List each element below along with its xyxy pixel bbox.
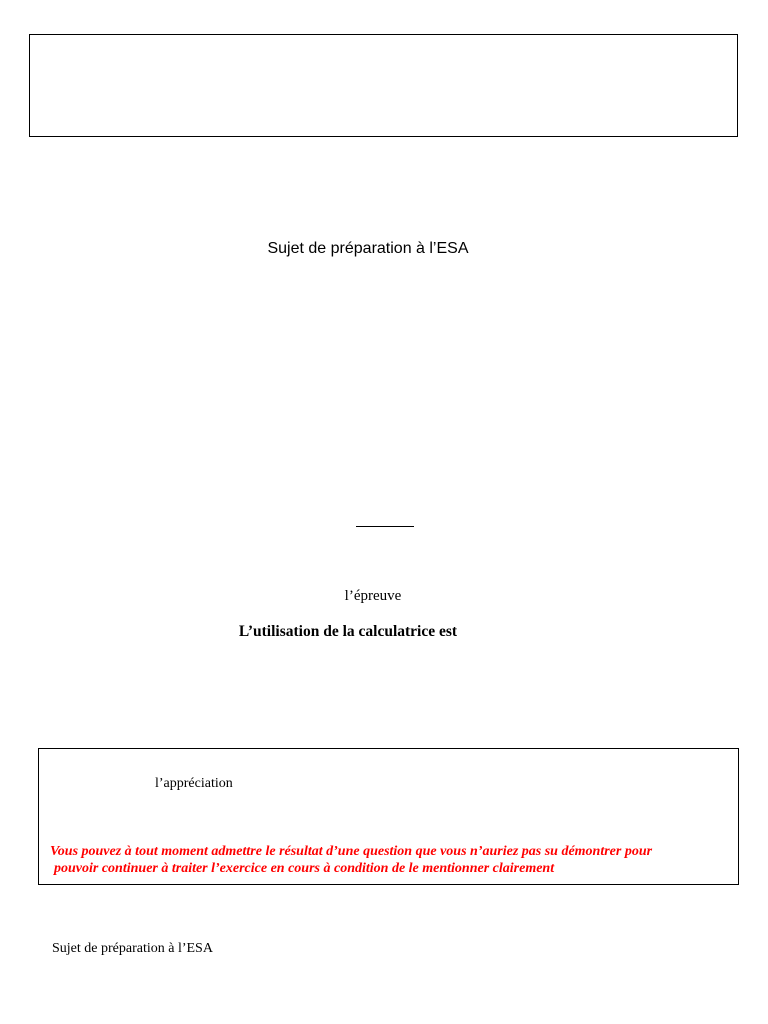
notice-line-1: Vous pouvez à tout moment admettre le résultat d’une question que vous n’auriez pas su démontrer pour	[50, 844, 653, 859]
calculator-usage-line: L’utilisation de la calculatrice est	[238, 623, 458, 640]
document-title: Sujet de préparation à l’ESA	[267, 240, 469, 257]
header-box	[29, 34, 738, 137]
footer-text: Sujet de préparation à l’ESA	[52, 941, 213, 956]
notice-line-2: pouvoir continuer à traiter l’exercice en cours à condition de le mentionner clairement	[54, 861, 555, 876]
appreciation-text: l’appréciation	[155, 776, 233, 791]
separator-rule	[356, 526, 414, 527]
notice-text	[50, 843, 730, 877]
epreuve-line: l’épreuve	[344, 588, 402, 604]
